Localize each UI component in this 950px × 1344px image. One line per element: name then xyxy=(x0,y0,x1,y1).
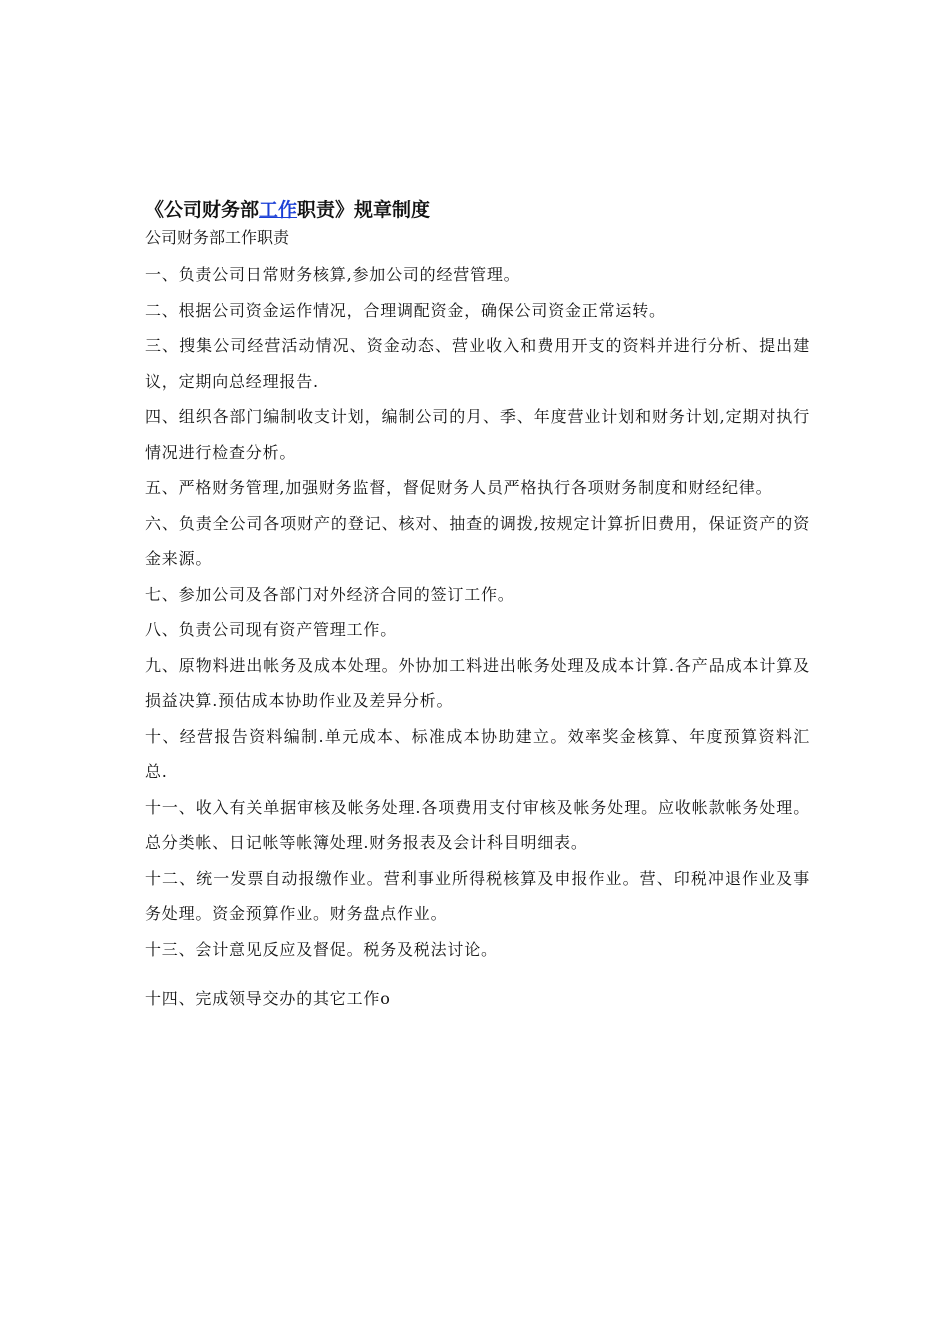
document-subtitle: 公司财务部工作职责 xyxy=(145,228,290,247)
title-prefix: 《公司财务部 xyxy=(145,199,260,221)
duty-item-9: 九、原物料进出帐务及成本处理。外协加工料进出帐务处理及成本计算.各产品成本计算及损益决算.预估成本协助作业及差异分析。 xyxy=(145,655,810,710)
duty-item-11: 十一、收入有关单据审核及帐务处理.各项费用支付审核及帐务处理。应收帐款帐务处理。总分类帐、日记帐等帐簿处理.财务报表及会计科目明细表。 xyxy=(145,797,810,852)
duty-item-10: 十、经营报告资料编制.单元成本、标准成本协助建立。效率奖金核算、年度预算资料汇总. xyxy=(145,726,810,781)
title-suffix: 职责》规章制度 xyxy=(297,199,431,221)
duty-item-7: 七、参加公司及各部门对外经济合同的签订工作。 xyxy=(145,584,515,604)
duty-item-8: 八、负责公司现有资产管理工作。 xyxy=(145,620,398,639)
duty-item-4: 四、组织各部门编制收支计划，编制公司的月、季、年度营业计划和财务计划,定期对执行情况进行检查分析。 xyxy=(145,407,810,462)
document-title xyxy=(145,195,810,225)
duty-item-13: 十三、会计意见反应及督促。税务及税法讨论。 xyxy=(145,939,498,959)
title-work-link[interactable]: 工作 xyxy=(259,199,298,221)
duty-item-2: 二、根据公司资金运作情况，合理调配资金，确保公司资金正常运转。 xyxy=(145,300,666,320)
duty-item-6: 六、负责全公司各项财产的登记、核对、抽查的调拨,按规定计算折旧费用，保证资产的资金来源。 xyxy=(145,513,810,568)
duty-item-1: 一、负责公司日常财务核算,参加公司的经营管理。 xyxy=(145,265,521,284)
duty-item-3: 三、搜集公司经营活动情况、资金动态、营业收入和费用开支的资料并进行分析、提出建议，定期向总经理报告. xyxy=(145,336,810,391)
document-body xyxy=(145,195,810,1017)
duty-item-12: 十二、统一发票自动报缴作业。营利事业所得税核算及申报作业。营、印税冲退作业及事务处理。资金预算作业。财务盘点作业。 xyxy=(145,868,810,923)
duty-item-5: 五、严格财务管理,加强财务监督，督促财务人员严格执行各项财务制度和财经纪律。 xyxy=(145,478,773,497)
duty-item-14: 十四、完成领导交办的其它工作o xyxy=(145,989,391,1008)
